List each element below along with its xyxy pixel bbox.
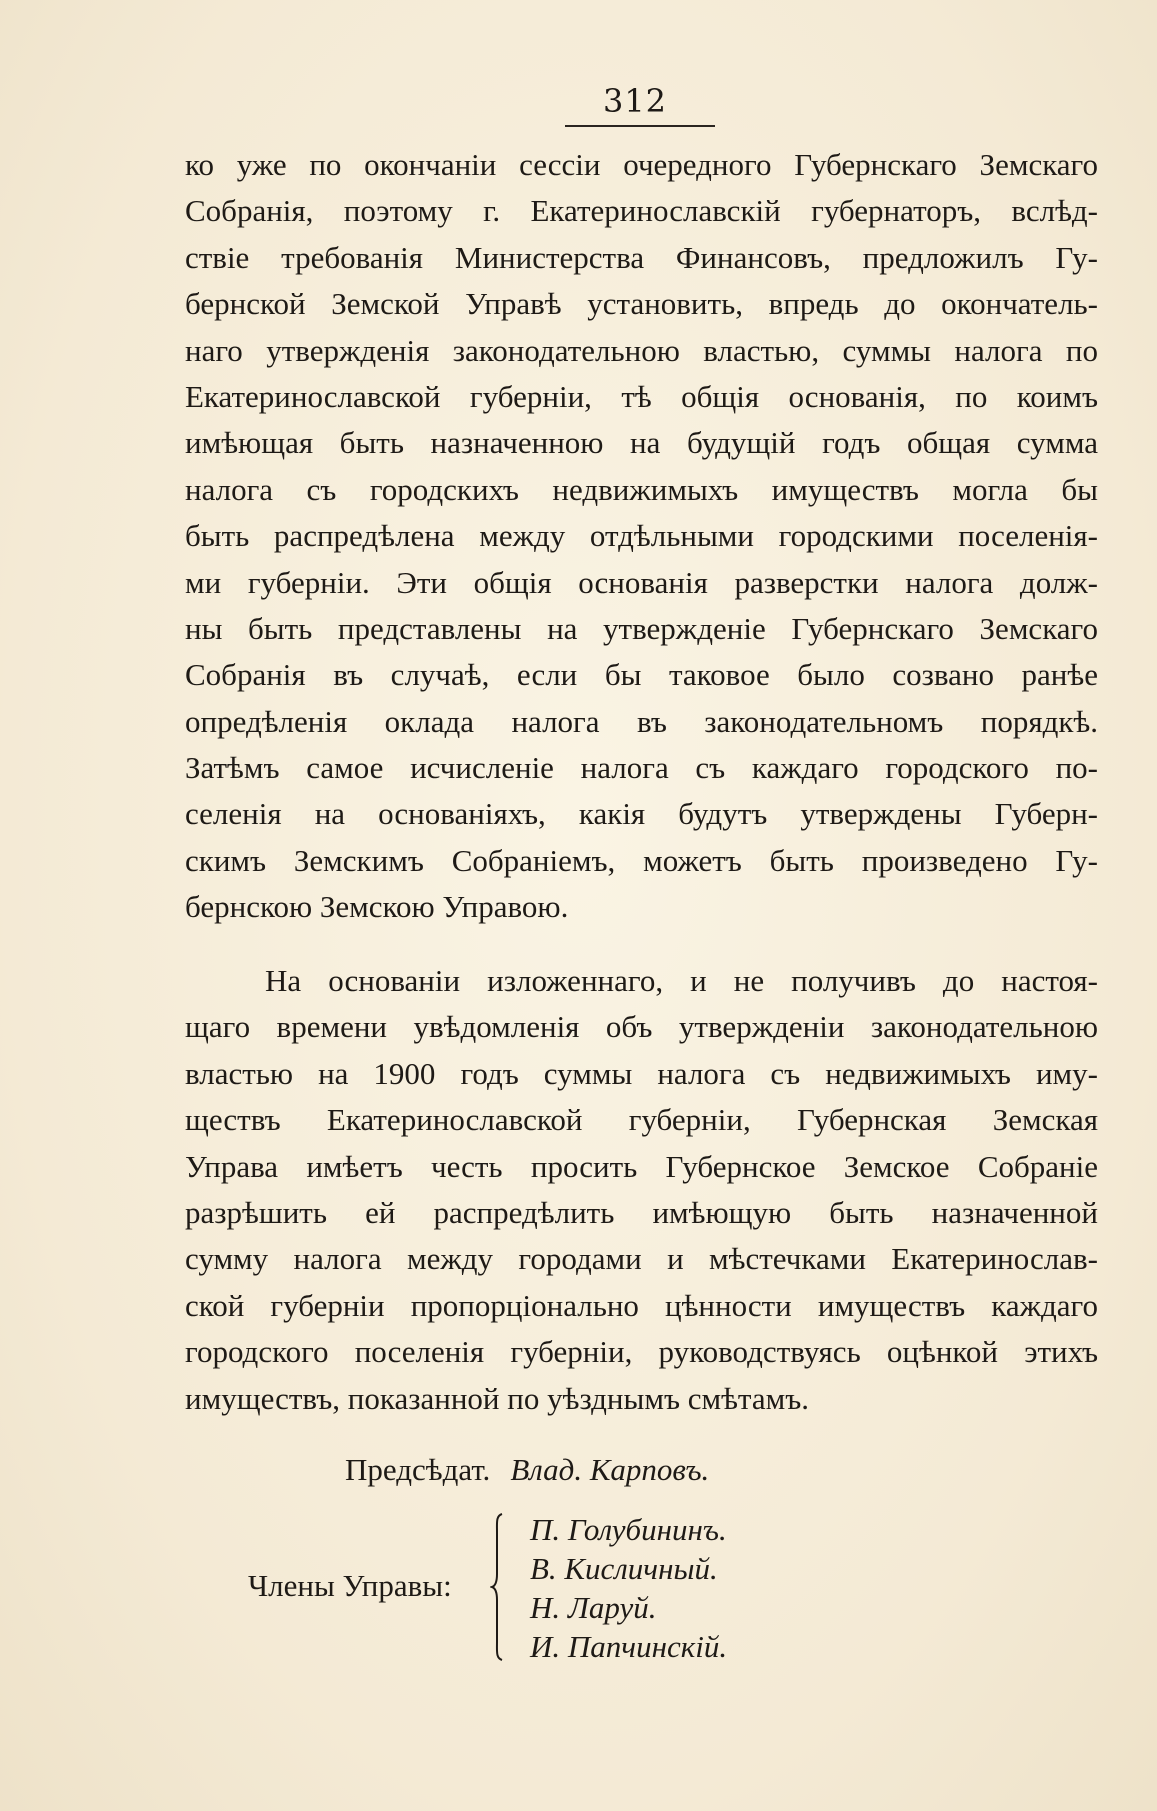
text-line: Екатеринославской губерніи, тѣ общія основанія, по коимъ: [185, 378, 1098, 414]
text-line: ществъ Екатеринославской губерніи, Губернская Земская: [185, 1102, 1098, 1138]
text-line: имуществъ, показанной по уѣзднымъ смѣтамъ.: [185, 1380, 810, 1416]
text-line: Управа имѣетъ честь просить Губернское Земское Собраніе: [185, 1148, 1098, 1184]
chairman-title: Предсѣдат.: [345, 1452, 491, 1487]
paragraph-2: [185, 958, 1098, 1422]
text-line: скимъ Земскимъ Собраніемъ, можетъ быть произведено Гу-: [185, 842, 1098, 878]
text-line: разрѣшить ей распредѣлить имѣющую быть назначенной: [185, 1194, 1098, 1230]
text-line: щаго времени увѣдомленія объ утвержденіи законодательною: [185, 1009, 1098, 1045]
text-line: властью на 1900 годъ суммы налога съ недвижимыхъ иму-: [185, 1055, 1098, 1091]
member-name: В. Кисличный.: [530, 1551, 718, 1586]
text-line: ко уже по окончаніи сессіи очередного Губернскаго Земскаго: [185, 147, 1098, 182]
member-name: Н. Ларуй.: [530, 1590, 657, 1625]
text-line: бернской Земской Управѣ установить, впредь до окончатель-: [185, 286, 1098, 322]
members-label: Члены Управы:: [248, 1568, 452, 1603]
text-line: Собранія, поэтому г. Екатеринославскій губернаторъ, вслѣд-: [185, 193, 1098, 229]
text-line: ми губерніи. Эти общія основанія разверстки налога долж-: [185, 564, 1098, 600]
members-brace: [490, 1512, 504, 1662]
text-line: налога съ городскихъ недвижимыхъ имуществъ могла бы: [185, 471, 1098, 507]
text-line: Собранія въ случаѣ, если бы таковое было созвано ранѣе: [185, 657, 1098, 693]
text-line: бернскою Земскою Управою.: [185, 889, 569, 925]
text-line: ствіе требованія Министерства Финансовъ, предложилъ Гу-: [185, 239, 1098, 275]
text-line: быть распредѣлена между отдѣльными городскими поселенія-: [185, 518, 1098, 554]
text-line: Затѣмъ самое исчисленіе налога съ каждаго городского по-: [185, 750, 1098, 786]
members-list: [530, 1510, 727, 1666]
text-line: городского поселенія губерніи, руководствуясь оцѣнкой этихъ: [185, 1334, 1098, 1370]
chairman-signature: [345, 1452, 709, 1488]
text-line: селенія на основаніяхъ, какія будутъ утверждены Губерн-: [185, 796, 1098, 832]
chairman-name: Влад. Карповъ.: [510, 1452, 710, 1487]
member-name: П. Голубининъ.: [530, 1512, 727, 1547]
text-line: На основаніи изложеннаго, и не получивъ до настоя-: [265, 963, 1098, 998]
text-line: ской губерніи пропорціонально цѣнности имуществъ каждаго: [185, 1287, 1098, 1323]
text-line: наго утвержденія законодательною властью, суммы налога по: [185, 332, 1098, 368]
text-line: имѣющая быть назначенною на будущій годъ общая сумма: [185, 425, 1098, 461]
text-line: сумму налога между городами и мѣстечками Екатеринослав-: [185, 1241, 1098, 1277]
text-line: ны быть представлены на утвержденіе Губернскаго Земскаго: [185, 610, 1098, 646]
text-line: опредѣленія оклада налога въ законодательномъ порядкѣ.: [185, 703, 1098, 739]
member-name: И. Папчинскій.: [530, 1629, 728, 1664]
paragraph-1: [185, 142, 1098, 931]
page-number-rule: [565, 125, 715, 127]
page-number: 312: [602, 82, 668, 120]
